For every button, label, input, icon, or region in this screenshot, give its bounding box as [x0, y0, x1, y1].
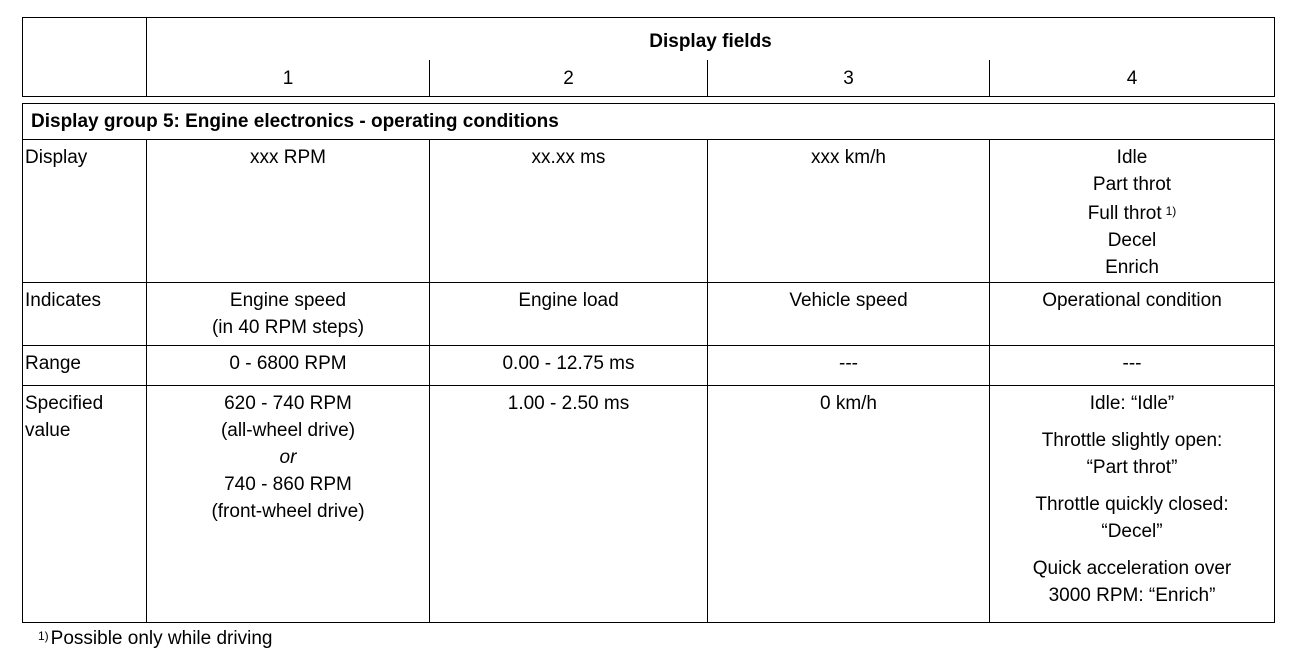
display-group-table-wrapper: [22, 17, 1274, 623]
specified-label-line-1: Specified: [25, 393, 104, 414]
display-field-2: xx.xx ms: [430, 140, 708, 283]
indicates-field-2: Engine load: [430, 283, 708, 346]
indicates-field-1: [147, 283, 430, 346]
indicates-row: [23, 283, 1275, 346]
header-separator-row: [23, 97, 1275, 104]
spec-decel: “Decel”: [1101, 521, 1163, 542]
spec-quick-accel: Quick acceleration over: [1032, 558, 1232, 579]
specified-label-line-2: value: [25, 420, 71, 441]
footnote-text: Possible only while driving: [50, 628, 273, 649]
specified-field-3: 0 km/h: [708, 386, 990, 623]
range-field-3: ---: [708, 346, 990, 386]
specified-value-row: [23, 386, 1275, 623]
display-value-enrich: Enrich: [1105, 257, 1159, 278]
spec-part-throt: “Part throt”: [1086, 457, 1178, 478]
spec-throttle-closed: Throttle quickly closed:: [1035, 494, 1229, 515]
display-field-4: [990, 140, 1275, 283]
column-number-2: 2: [430, 60, 708, 97]
spec-awd-range: 620 - 740 RPM: [224, 393, 352, 414]
display-field-1: xxx RPM: [147, 140, 430, 283]
spec-or: [147, 444, 429, 471]
display-row-label: Display: [23, 140, 147, 283]
display-value-idle: Idle: [1116, 147, 1148, 168]
specified-field-1: [147, 386, 430, 623]
spec-enrich: 3000 RPM: “Enrich”: [1048, 585, 1216, 606]
specified-field-2: 1.00 - 2.50 ms: [430, 386, 708, 623]
indicates-row-label: Indicates: [23, 283, 147, 346]
group-title: Display group 5: Engine electronics - operating conditions: [23, 104, 1275, 140]
header-title-row: [23, 18, 1275, 61]
specified-value-row-label: [23, 386, 147, 623]
footnote-reference: 1): [1165, 204, 1177, 218]
spec-awd-label: (all-wheel drive): [220, 420, 356, 441]
range-field-2: 0.00 - 12.75 ms: [430, 346, 708, 386]
display-value-full-throt: Full throt: [1087, 203, 1162, 224]
footnote: [38, 628, 272, 650]
display-value-decel: Decel: [1107, 230, 1157, 251]
indicates-engine-speed: Engine speed: [229, 290, 347, 311]
range-field-1: 0 - 6800 RPM: [147, 346, 430, 386]
spec-fwd-label: (front-wheel drive): [211, 501, 365, 522]
indicates-field-4: Operational condition: [990, 283, 1275, 346]
range-row: [23, 346, 1275, 386]
range-row-label: Range: [23, 346, 147, 386]
display-field-3: xxx km/h: [708, 140, 990, 283]
spec-fwd-range: 740 - 860 RPM: [224, 474, 352, 495]
display-value-part-throt: Part throt: [1092, 174, 1172, 195]
specified-field-4: [990, 386, 1275, 623]
range-field-4: ---: [990, 346, 1275, 386]
footnote-mark: 1): [38, 629, 49, 643]
spec-or-text: or: [279, 447, 297, 468]
column-number-1: 1: [147, 60, 430, 97]
display-value-full-throt-line: [990, 198, 1274, 227]
column-number-3: 3: [708, 60, 990, 97]
indicates-engine-speed-note: (in 40 RPM steps): [211, 317, 365, 338]
display-group-table: [22, 17, 1275, 623]
spec-idle: Idle: “Idle”: [1089, 393, 1175, 414]
header-number-row: [23, 60, 1275, 97]
column-number-4: 4: [990, 60, 1275, 97]
display-row: [23, 140, 1275, 283]
display-fields-heading: Display fields: [147, 18, 1275, 61]
group-title-row: [23, 104, 1275, 140]
spec-throttle-open: Throttle slightly open:: [1041, 430, 1223, 451]
header-separator: [23, 97, 1275, 104]
indicates-field-3: Vehicle speed: [708, 283, 990, 346]
header-corner-cell: [23, 18, 147, 97]
